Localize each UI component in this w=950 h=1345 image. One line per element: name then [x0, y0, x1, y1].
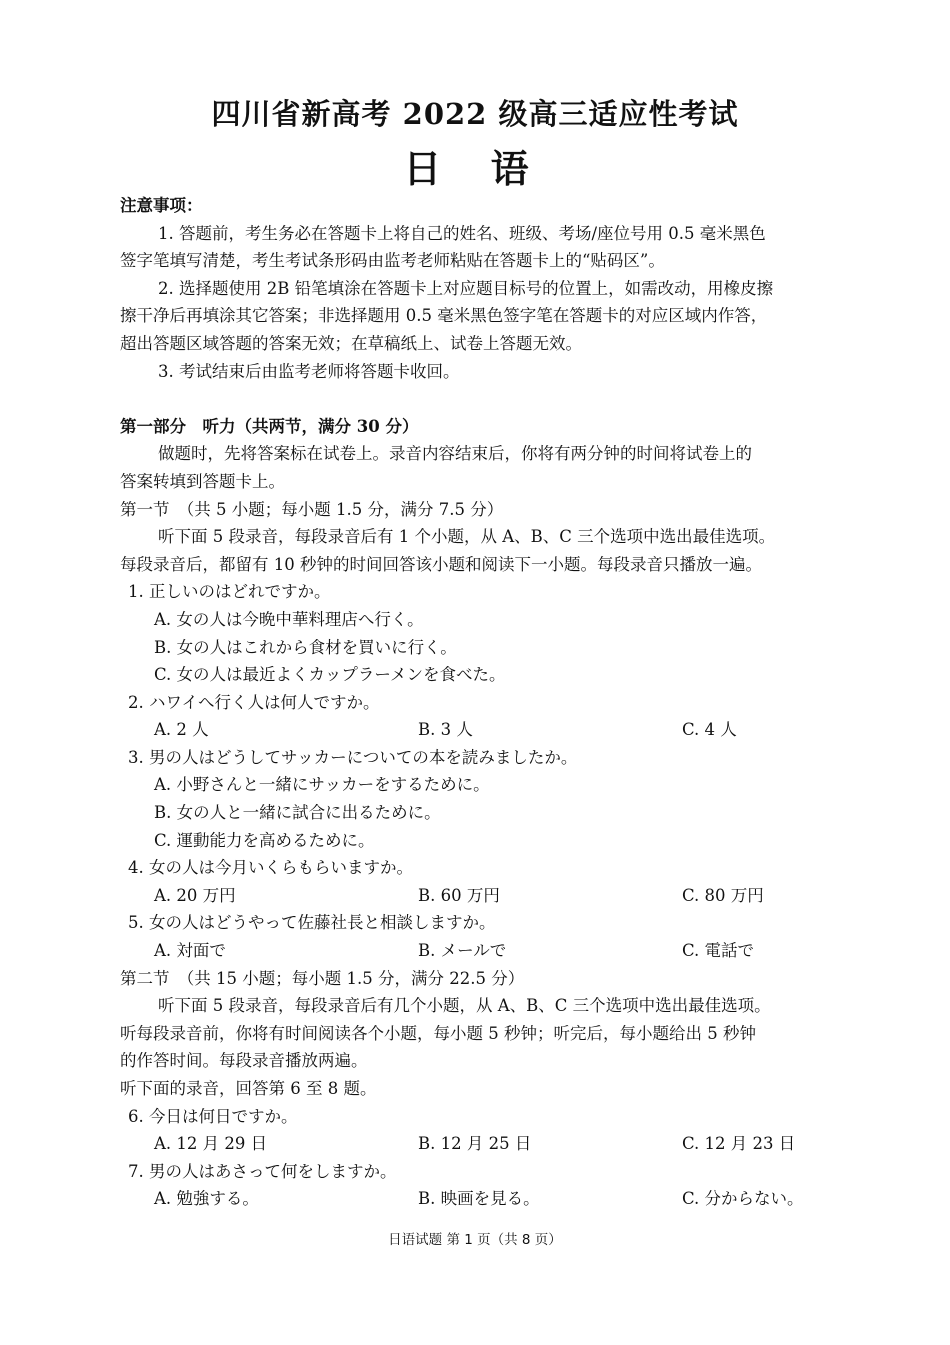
notice-line: 签字笔填写清楚，考生考试条形码由监考老师粘贴在答题卡上的“贴码区”。 [120, 251, 665, 271]
options-row-6 [120, 1130, 842, 1158]
option-6b: B. 12 月 25 日 [418, 1134, 532, 1154]
options-row-5 [120, 937, 842, 965]
option-2b: B. 3 人 [418, 720, 473, 740]
question-1: 1. 正しいのはどれですか。 [128, 582, 331, 602]
question-5: 5. 女の人はどうやって佐藤社長と相談しますか。 [128, 913, 496, 933]
part1-intro: 做题时，先将答案标在试卷上。录音内容结束后，你将有两分钟的时间将试卷上的 [158, 444, 752, 464]
options-row-7 [120, 1185, 842, 1213]
section2-intro: 听下面 5 段录音，每段录音后有几个小题，从 A、B、C 三个选项中选出最佳选项。 [158, 996, 771, 1016]
section1-intro: 听下面 5 段录音，每段录音后有 1 个小题，从 A、B、C 三个选项中选出最佳选项。 [158, 527, 776, 547]
page-footer: 日语试题 第 1 页（共 8 页） [388, 1232, 562, 1248]
question-3: 3. 男の人はどうしてサッカーについての本を読みましたか。 [128, 747, 578, 767]
option-2a: A. 2 人 [154, 720, 209, 740]
option-5c: C. 電話で [682, 941, 755, 961]
option-5b: B. メールで [418, 941, 507, 961]
option-3b: B. 女の人と一緒に試合に出るために。 [154, 803, 441, 823]
option-3a: A. 小野さんと一緒にサッカーをするために。 [154, 775, 490, 795]
option-5a: A. 対面で [154, 941, 226, 961]
part1-intro: 答案转填到答题卡上。 [120, 471, 285, 491]
exam-content [120, 192, 842, 1213]
option-4b: B. 60 万円 [418, 885, 500, 905]
notice-heading: 注意事项： [120, 196, 203, 215]
option-2c: C. 4 人 [682, 720, 737, 740]
question-6: 6. 今日は何日ですか。 [128, 1106, 298, 1126]
section1-intro: 每段录音后，都留有 10 秒钟的时间回答该小题和阅读下一小题。每段录音只播放一遍。 [120, 554, 762, 574]
notice-line: 3. 考试结束后由监考老师将答题卡收回。 [158, 361, 460, 381]
notice-line: 超出答题区域答题的答案无效；在草稿纸上、试卷上答题无效。 [120, 333, 582, 353]
option-4c: C. 80 万円 [682, 885, 764, 905]
option-7a: A. 勉強する。 [154, 1189, 259, 1209]
option-6c: C. 12 月 23 日 [682, 1134, 796, 1154]
subject-title: 日 语 [403, 146, 547, 191]
question-4: 4. 女の人は今月いくらもらいますか。 [128, 858, 413, 878]
spacer [120, 385, 842, 413]
question-7: 7. 男の人はあさって何をしますか。 [128, 1161, 397, 1181]
option-1c: C. 女の人は最近よくカップラーメンを食べた。 [154, 665, 506, 685]
question-2: 2. ハワイへ行く人は何人ですか。 [128, 692, 380, 712]
exam-title: 四川省新高考 2022 级高三适应性考试 [211, 97, 739, 131]
option-7b: B. 映画を見る。 [418, 1189, 540, 1209]
option-1a: A. 女の人は今晩中華料理店へ行く。 [154, 609, 424, 629]
option-1b: B. 女の人はこれから食材を買いに行く。 [154, 637, 457, 657]
section2-heading: 第二节 （共 15 小题；每小题 1.5 分，满分 22.5 分） [120, 968, 525, 988]
notice-line: 2. 选择题使用 2B 铅笔填涂在答题卡上对应题目标号的位置上，如需改动，用橡皮擦 [158, 278, 774, 298]
section2-intro: 听每段录音前，你将有时间阅读各个小题，每小题 5 秒钟；听完后，每小题给出 5 秒钟 [120, 1023, 756, 1043]
options-row-2 [120, 716, 842, 744]
part1-heading: 第一部分 听力（共两节，满分 30 分） [120, 416, 419, 436]
option-3c: C. 運動能力を高めるために。 [154, 830, 375, 850]
option-6a: A. 12 月 29 日 [154, 1134, 268, 1154]
section2-instruction: 听下面的录音，回答第 6 至 8 题。 [120, 1079, 377, 1098]
options-row-4 [120, 882, 842, 910]
option-4a: A. 20 万円 [154, 885, 236, 905]
section1-heading: 第一节 （共 5 小题；每小题 1.5 分，满分 7.5 分） [120, 499, 504, 519]
notice-line: 擦干净后再填涂其它答案；非选择题用 0.5 毫米黑色签字笔在答题卡的对应区域内作答， [120, 306, 768, 326]
notice-line: 1. 答题前，考生务必在答题卡上将自己的姓名、班级、考场/座位号用 0.5 毫米黑色 [158, 223, 766, 243]
section2-intro: 的作答时间。每段录音播放两遍。 [120, 1051, 368, 1071]
option-7c: C. 分からない。 [682, 1189, 804, 1209]
